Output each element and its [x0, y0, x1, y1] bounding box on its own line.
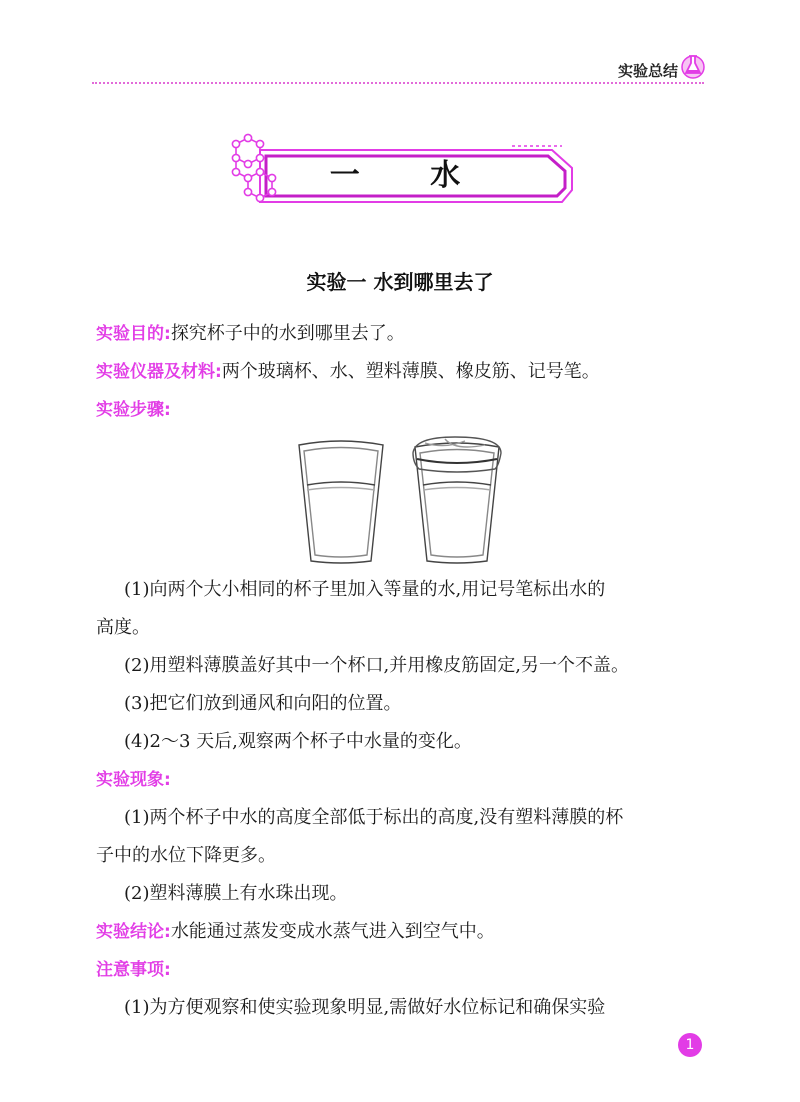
header-divider: [92, 82, 704, 84]
two-cups-illustration: [295, 435, 507, 567]
conclusion-label: 实验结论:: [96, 922, 171, 942]
phenomena-heading: [96, 770, 704, 790]
conclusion-line: [96, 922, 704, 942]
step-line-2: 高度。: [96, 617, 150, 638]
notes-heading: [96, 960, 704, 980]
materials-label: 实验仪器及材料:: [96, 362, 222, 382]
conclusion-text: 水能通过蒸发变成水蒸气进入到空气中。: [170, 921, 495, 942]
notes-label: 注意事项:: [96, 960, 171, 980]
steps-heading: [96, 400, 704, 420]
purpose-label: 实验目的:: [96, 324, 171, 344]
step-line-5: (4)2～3 天后,观察两个杯子中水量的变化。: [124, 731, 472, 752]
step-line-1: (1)向两个大小相同的杯子里加入等量的水,用记号笔标出水的: [124, 579, 606, 600]
step-line-4: (3)把它们放到通风和向阳的位置。: [124, 693, 402, 714]
step-line-3: (2)用塑料薄膜盖好其中一个杯口,并用橡皮筋固定,另一个不盖。: [124, 655, 629, 676]
steps-label: 实验步骤:: [96, 400, 171, 420]
materials-line: [96, 362, 704, 382]
phenomena-line-2: 子中的水位下降更多。: [96, 845, 276, 866]
materials-text: 两个玻璃杯、水、塑料薄膜、橡皮筋、记号笔。: [221, 361, 600, 382]
purpose-text: 探究杯子中的水到哪里去了。: [170, 323, 405, 344]
experiment-title: 实验一 水到哪里去了: [306, 270, 494, 294]
phenomena-label: 实验现象:: [96, 770, 171, 790]
phenomena-line-3: (2)塑料薄膜上有水珠出现。: [124, 883, 348, 904]
phenomena-line-1: (1)两个杯子中水的高度全部低于标出的高度,没有塑料薄膜的杯: [124, 807, 624, 828]
purpose-line: [96, 324, 704, 344]
notes-line-1: (1)为方便观察和使实验现象明显,需做好水位标记和确保实验: [124, 997, 606, 1018]
experiment-flask-icon: [678, 50, 708, 80]
section-header-label: 实验总结: [617, 62, 678, 80]
page-number-badge: 1: [678, 1033, 702, 1057]
chapter-title: 一 水: [329, 158, 491, 193]
